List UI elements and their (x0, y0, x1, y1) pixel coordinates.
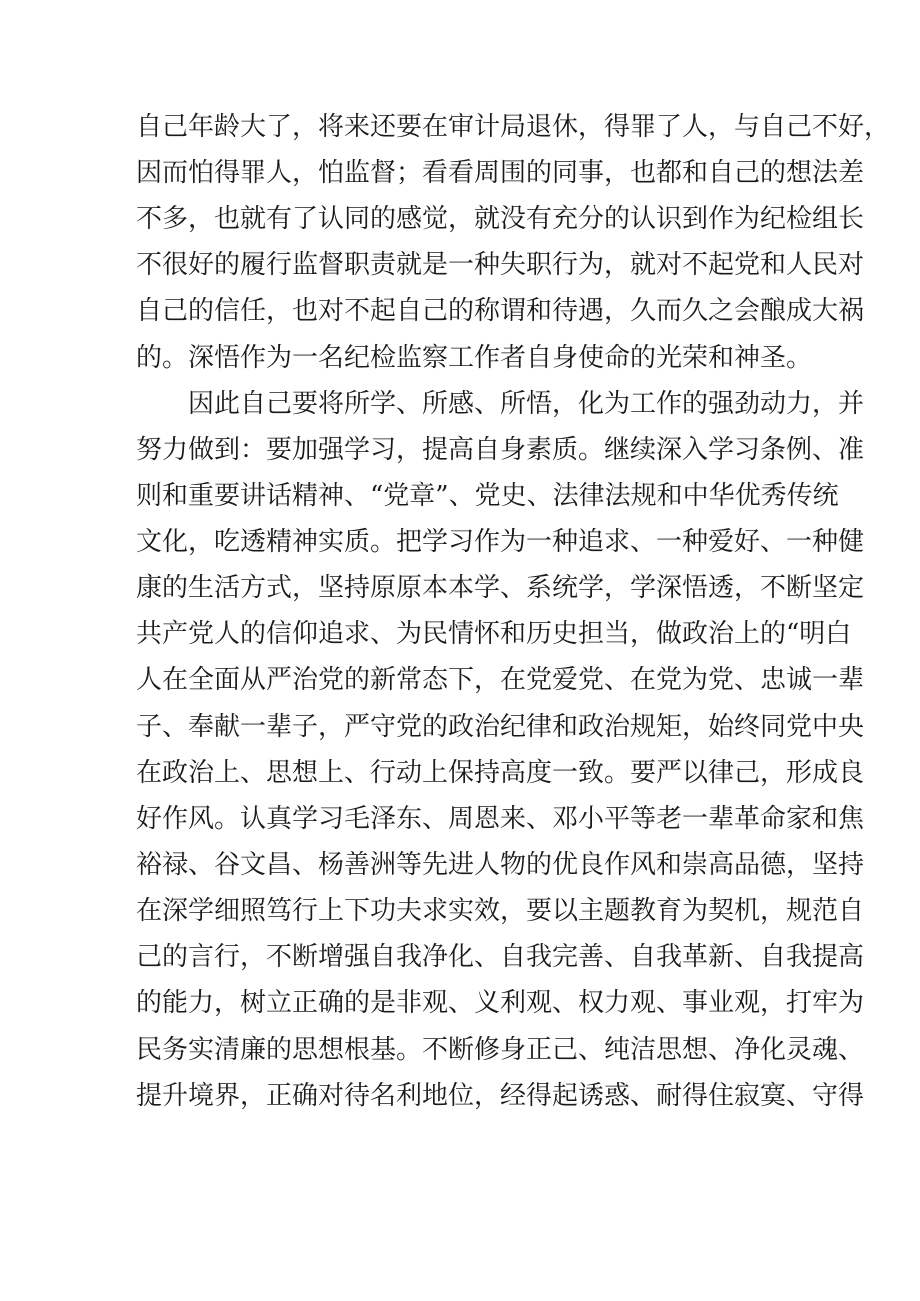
text-line: 子、奉献一辈子，严守党的政治纪律和政治规矩，始终同党中央 (136, 712, 865, 742)
text-line: 则和重要讲话精神、“党章”、党史、法律法规和中华优秀传统 (136, 481, 839, 511)
text-line: 己的言行，不断增强自我净化、自我完善、自我革新、自我提高 (136, 942, 865, 972)
text-line: 人在全面从严治党的新常态下，在党爱党、在党为党、忠诚一辈 (136, 665, 865, 695)
text-line: 康的生活方式，坚持原原本本学、系统学，学深悟透，不断坚定 (136, 573, 865, 603)
text-line: 共产党人的信仰追求、为民情怀和历史担当，做政治上的“明白 (136, 619, 852, 649)
text-line: 努力做到：要加强学习，提高自身素质。继续深入学习条例、准 (136, 435, 865, 465)
text-line: 裕禄、谷文昌、杨善洲等先进人物的优良作风和崇高品德，坚持 (136, 850, 865, 880)
text-line: 不很好的履行监督职责就是一种失职行为，就对不起党和人民对 (136, 250, 865, 280)
text-line: 提升境界，正确对待名利地位，经得起诱惑、耐得住寂寞、守得 (136, 1081, 865, 1111)
text-line: 的。深悟作为一名纪检监察工作者自身使命的光荣和神圣。 (136, 343, 813, 373)
text-line: 文化，吃透精神实质。把学习作为一种追求、一种爱好、一种健 (136, 527, 865, 557)
text-line: 不多，也就有了认同的感觉，就没有充分的认识到作为纪检组长 (136, 204, 865, 234)
text-line: 的能力，树立正确的是非观、义利观、权力观、事业观，打牢为 (136, 988, 865, 1018)
text-line: 好作风。认真学习毛泽东、周恩来、邓小平等老一辈革命家和焦 (136, 804, 865, 834)
text-line: 自己年龄大了，将来还要在审计局退休，得罪了人，与自己不好， (136, 112, 891, 142)
text-line: 在政治上、思想上、行动上保持高度一致。要严以律己，形成良 (136, 758, 865, 788)
text-line: 民务实清廉的思想根基。不断修身正己、纯洁思想、净化灵魂、 (136, 1035, 865, 1065)
paragraph-first-line: 因此自己要将所学、所感、所悟，化为工作的强劲动力，并 (188, 389, 865, 419)
text-line: 因而怕得罪人，怕监督；看看周围的同事，也都和自己的想法差 (136, 158, 865, 188)
text-line: 自己的信任，也对不起自己的称谓和待遇，久而久之会酿成大祸 (136, 296, 865, 326)
text-line: 在深学细照笃行上下功夫求实效，要以主题教育为契机，规范自 (136, 896, 865, 926)
